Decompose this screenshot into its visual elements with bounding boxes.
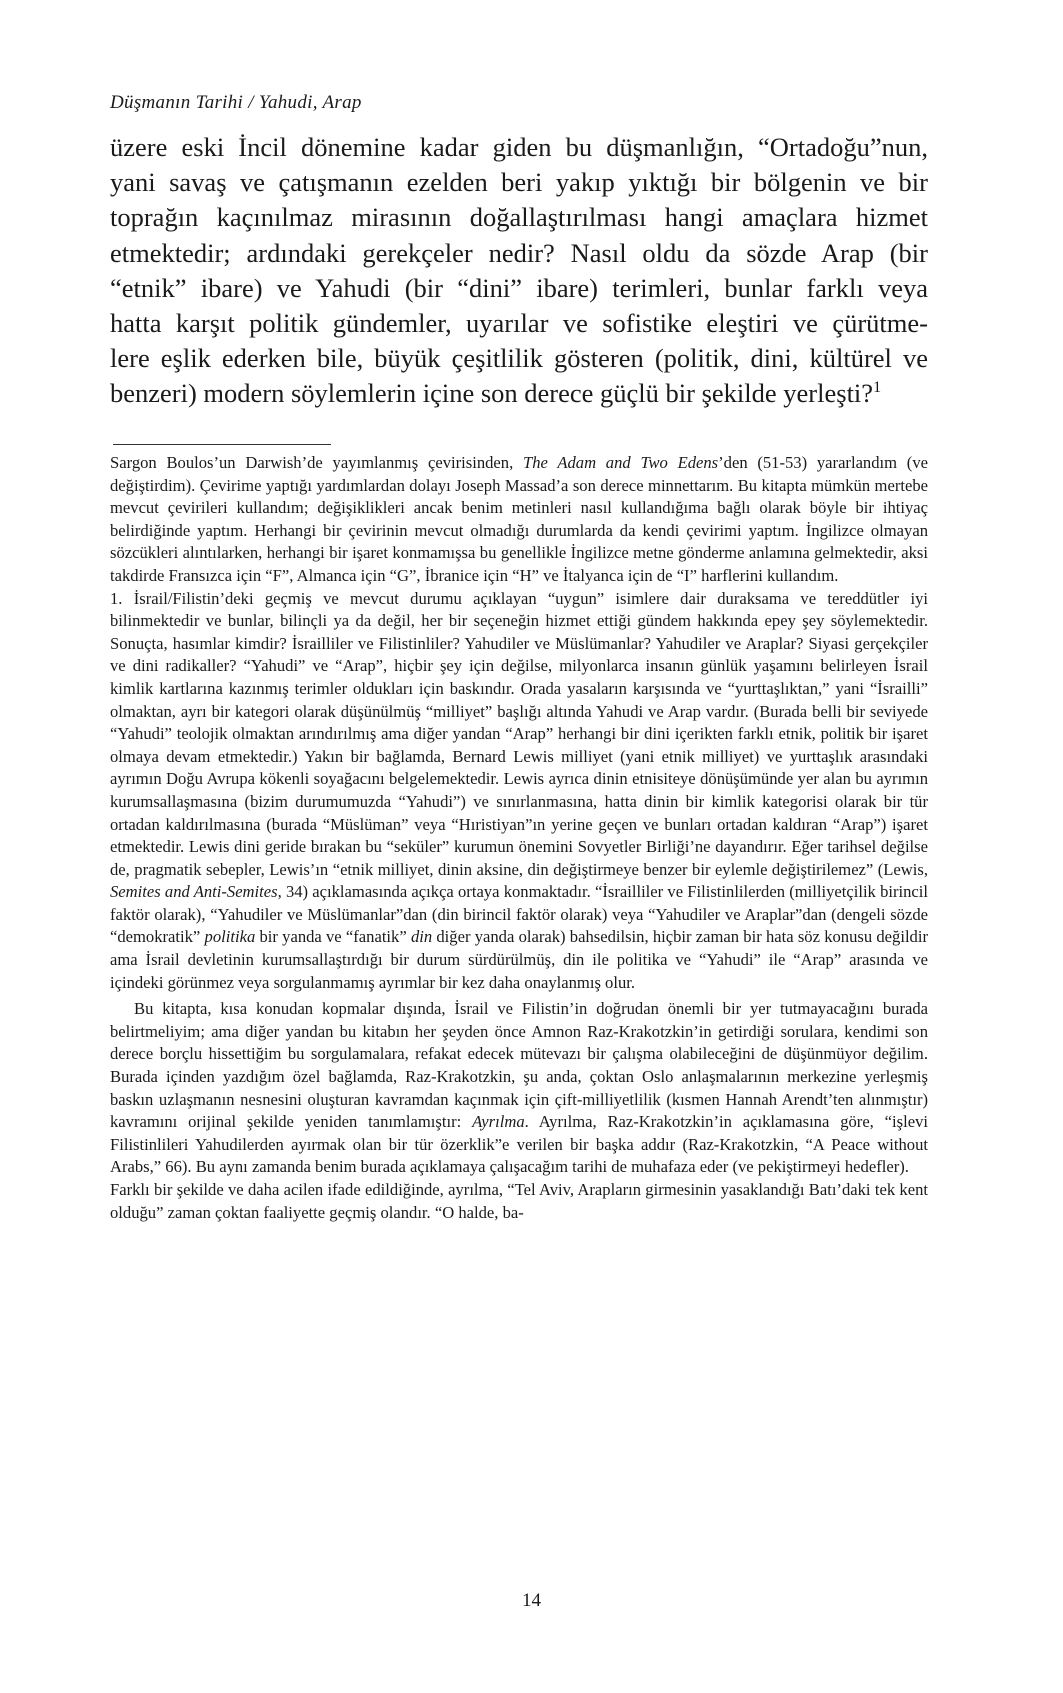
footnote-text: , 34) açıklamasında açıkça ortaya konmaktadır. “İsrailliler ve Filistinlilerden (milliyetçilik birincil faktör olarak), “Yahudiler ve Müslümanlar”dan (din birincil faktör olarak) veya “Yahudiler ve Araplar”dan (dengeli sözde “demokratik”	[110, 882, 929, 947]
footnote-paragraph: Farklı bir şekilde ve daha acilen ifade edildiğinde, ayrılma, “Tel Aviv, Arapların girmesinin yasaklandığı Batı’daki tek kent olduğu” zaman çoktan faaliyette geçmiş olandır. “O halde, ba-	[110, 1180, 928, 1222]
emphasis: Ayrılma	[472, 1112, 525, 1132]
body-line: hatta karşıt politik gündemler, uyarılar ve sofistike eleştiri ve çürütme-	[110, 308, 928, 339]
body-text	[110, 130, 928, 412]
page-number: 14	[522, 1590, 541, 1611]
book-title: The Adam and Two Edens	[523, 453, 719, 472]
body-line: toprağın kaçınılmaz mirasının doğallaştırılması hangi amaçlara hizmet	[110, 202, 928, 233]
footnote-text: Bu kitapta, kısa konudan kopmalar dışında, İsrail ve Filistin’in doğrudan önemli bir yer tutmayacağını burada belirtmeliyim; ama diğer yandan bu kitabın her şeyden önce Amnon Raz-Krakotzkin’in getirdiği sorulara, kendimi son derece borçlu hissettiğim bu sorgulamalara, refakat edecek mütevazı bir çalışma olabileceğini de düşünmüyor değilim. Burada içinden yazdığım özel bağlamda, Raz-Krakotzkin, şu anda, çoktan Oslo anlaşmalarının merkezine yerleşmiş baskın uzlaşmanın nesnesini oluşturan kavramdan kaçınmak için çift-milliyetlilik (kısmen Hannah Arendt’ten alınmıştır) kavramını orijinal şekilde yeniden tanımlamıştır:	[110, 999, 928, 1132]
footnote-text: ’den (51-53) yararlandım (ve değiştirdim). Çevirime yaptığı yardımlardan dolayı Joseph Massad’a son derece minnettarım. Bu kitapta mümkün mertebe mevcut çevirileri kullandım; değişiklikleri ancak benim metinleri nasıl kullandığıma bağlı olarak böyle bir ihtiyaç belirdiğinde yaptım. Herhangi bir çevirinin mevcut olmadığı durumlarda da kendi çevirimi yaptım. İngilizce olmayan sözcükleri alıntılarken, herhangi bir işaret konmamışsa bu genellikle İngilizce metne gönderme anlamına gelmektedir, aksi takdirde Fransızca için “F”, Almanca için “G”, İbranice için “H” ve İtalyanca için de “I” harflerini kullandım.	[110, 453, 928, 585]
body-line-text: benzeri) modern söylemlerin içine son derece güçlü bir şekilde yerleşti?	[110, 378, 874, 409]
body-line: lere eşlik ederken bile, büyük çeşitlilik gösteren (politik, dini, kültürel ve	[110, 343, 928, 374]
footnote-text: . Ayrılma, Raz-Krakotzkin’in açıklamasına göre, “işlevi Filistinlileri Yahudilerden ayırmak olan bir tür özerklik”e verilen bir başka addır (Raz-Krakotzkin, “A Peace without Arabs,” 66). Bu aynı zamanda benim burada açıklamaya çalışacağım tarihi de muhafaza eder (ve pekiştirmeyi hedefler).	[110, 1112, 928, 1177]
footnote-separator	[113, 444, 331, 445]
footnote-reference[interactable]: 1	[873, 379, 882, 397]
footnote-1	[110, 588, 928, 995]
body-line: yani savaş ve çatışmanın ezelden beri yakıp yıktığı bir bölgenin ve bir	[110, 167, 928, 198]
footnote-text: Sargon Boulos’un Darwish’de yayımlanmış çevirisinden,	[110, 453, 523, 472]
emphasis: politika	[204, 927, 256, 947]
body-line: üzere eski İncil dönemine kadar giden bu düşmanlığın, “Ortadoğu”nun,	[110, 132, 928, 162]
footnote-text: bir yanda ve “fanatik”	[255, 927, 411, 947]
emphasis: din	[410, 927, 433, 947]
footnotes	[110, 452, 928, 1224]
footnote-paragraph	[110, 998, 928, 1179]
book-title: Semites and Anti-Semites	[110, 882, 278, 902]
body-line: “etnik” ibare) ve Yahudi (bir “dini” ibare) terimleri, bunlar farklı veya	[110, 272, 928, 303]
footnote-text: diğer yanda olarak) bahsedilsin, hiçbir zaman bir hata söz konusu değildir ama İsrail devletinin kurumsallaştırdığı bir durum sürdürülmüş, din ile politika ve “Yahudi” ile “Arap” arasında ve içindeki görünmez veya sorgulanmamış ayrımlar bir kez daha onaylanmış olur.	[110, 927, 928, 992]
footnote-unnumbered	[110, 452, 928, 588]
body-line-last	[110, 376, 928, 411]
body-line: etmektedir; ardındaki gerekçeler nedir? Nasıl oldu da sözde Arap (bir	[110, 237, 928, 268]
running-header: Düşmanın Tarihi / Yahudi, Arap	[110, 92, 362, 113]
footnote-text: 1. İsrail/Filistin’deki geçmiş ve mevcut durumu açıklayan “uygun” isimlere dair duraksama ve tereddütler iyi bilinmektedir ve bunlar, bilinçli ya da değil, her bir seçeneğin hizmet ettiği gündem hakkında epey şey söylemektedir. Sonuçta, hasımlar kimdir? İsrailliler ve Filistinliler? Yahudiler ve Müslümanlar? Yahudiler ve Araplar? Siyasi gerçekçiler ve dini radikaller? “Yahudi” ve “Arap”, hiçbir şey için değilse, milyonlarca insanın günlük yaşamını belirleyen İsrail kimlik kartlarına kazınmış terimler oldukları için baskındır. Orada yasaların karşısında ve “yurttaşlıktan,” yani “İsrailli” olmaktan, ayrı bir kategori olarak düşünülmüş “milliyet” başlığı altında Yahudi ve Arap vardır. (Burada belli bir seviyede “Yahudi” teolojik olmaktan arındırılmış ama diğer yandan “Arap” herhangi bir dini içerikten farklı etnik, politik bir işaret olmaya devam etmektedir.) Yakın bir bağlamda, Bernard Lewis milliyet (yani etnik milliyet) ve yurttaşlık arasındaki ayrımın Doğu Avrupa kökenli soyağacını belgelemektedir. Lewis ayrıca dinin etnisiteye dönüşümünde yer alan bu ayrımın kurumsallaşmasına (bizim durumumuzda “Yahudi”) ve sınırlanmasına, hatta dinin bir kimlik kategorisi olarak bir tür ortadan kaldırılmasına (burada “Müslüman” veya “Hıristiyan”ın yerine geçen ve bunları ortadan kaldıran “Arap”) işaret etmektedir. Lewis dini geride bırakan bu “seküler” kurumun önemini Sovyetler Birliği’ne dayandırır. Eğer tarihsel değilse de, pragmatik sebepler, Lewis’ın “etnik milliyet, dinin aksine, din değiştirmeye benzer bir eylemle değiştirilemez” (Lewis,	[110, 588, 928, 879]
